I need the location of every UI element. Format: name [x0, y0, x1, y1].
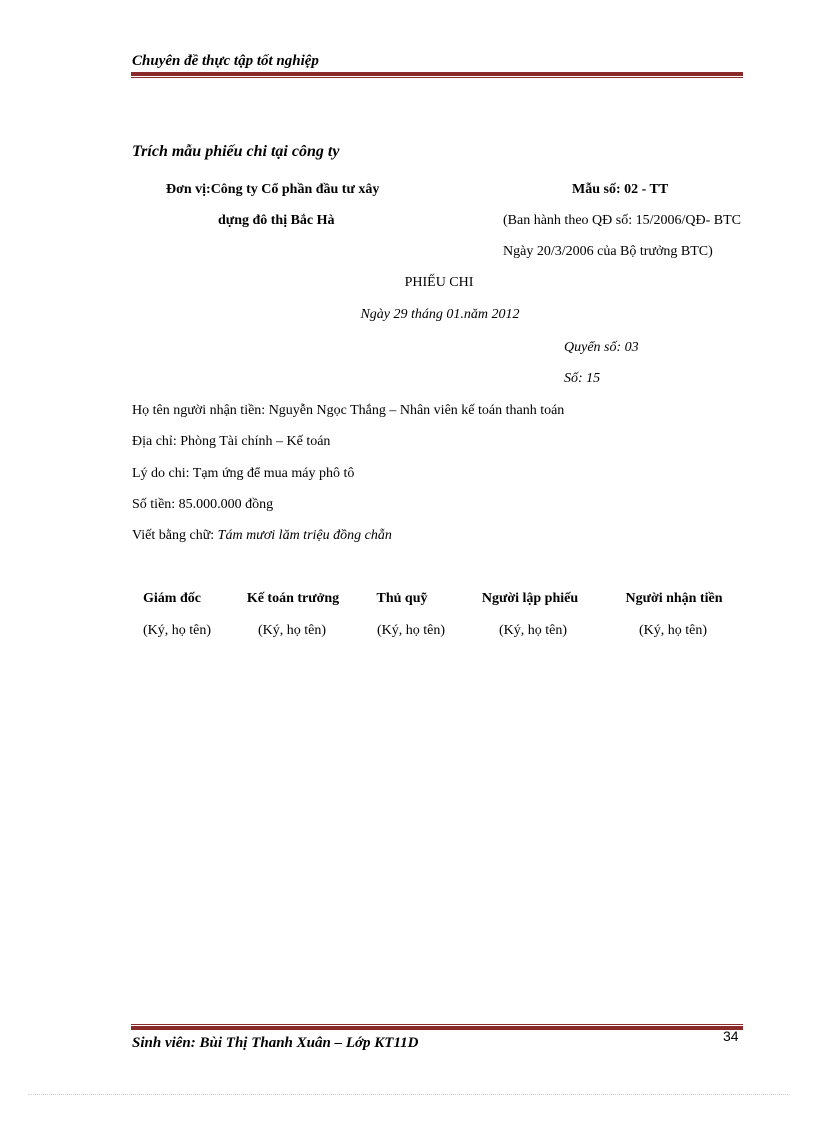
field-address: Địa chỉ: Phòng Tài chính – Kế toán	[132, 434, 331, 449]
signature-role-receiver: Người nhận tiền	[625, 591, 723, 606]
field-amount: Số tiền: 85.000.000 đồng	[132, 497, 274, 512]
footer-text: Sinh viên: Bùi Thị Thanh Xuân – Lớp KT11D	[132, 1035, 419, 1051]
header-rule	[131, 72, 743, 76]
voucher-number: Số: 15	[564, 371, 601, 386]
signature-role-director: Giám đốc	[143, 591, 201, 606]
signature-role-cashier: Thủ quỹ	[376, 591, 428, 606]
signature-note-director: (Ký, họ tên)	[142, 623, 212, 638]
voucher-title: PHIẾU CHI	[404, 275, 474, 290]
unit-line-2: dựng đô thị Bắc Hà	[218, 213, 335, 228]
field-amount-words	[132, 528, 392, 544]
signature-note-receiver: (Ký, họ tên)	[638, 623, 708, 638]
signature-role-chief-accountant: Kế toán trưởng	[246, 591, 340, 606]
footer-rule-thin	[131, 1024, 743, 1025]
footer-rule	[131, 1026, 743, 1030]
form-issued-line-2: Ngày 20/3/2006 của Bộ trưởng BTC)	[503, 244, 713, 259]
page-bottom-dotted-line	[28, 1094, 788, 1095]
section-title: Trích mẫu phiếu chi tại công ty	[132, 143, 340, 160]
header-title: Chuyên đề thực tập tốt nghiệp	[132, 53, 319, 69]
signature-note-preparer: (Ký, họ tên)	[498, 623, 568, 638]
signature-note-cashier: (Ký, họ tên)	[376, 623, 446, 638]
voucher-book: Quyển số: 03	[564, 340, 639, 355]
field-amount-words-label: Viết bằng chữ:	[132, 528, 218, 543]
field-amount-words-value: Tám mươi lăm triệu đồng chẵn	[217, 528, 392, 543]
signature-role-preparer: Người lập phiếu	[481, 591, 579, 606]
header-rule-thin	[131, 77, 743, 78]
voucher-date: Ngày 29 tháng 01.năm 2012	[360, 307, 520, 322]
form-code: Mẫu số: 02 - TT	[572, 182, 669, 197]
page-number: 34	[723, 1028, 739, 1044]
unit-line-1: Đơn vị:Công ty Cổ phần đầu tư xây	[166, 182, 380, 197]
field-reason: Lý do chi: Tạm ứng để mua máy phô tô	[132, 466, 355, 481]
form-issued-line-1: (Ban hành theo QĐ số: 15/2006/QĐ- BTC	[503, 213, 741, 228]
field-receiver: Họ tên người nhận tiền: Nguyễn Ngọc Thắng – Nhân viên kế toán thanh toán	[132, 403, 565, 418]
signature-note-chief-accountant: (Ký, họ tên)	[257, 623, 327, 638]
